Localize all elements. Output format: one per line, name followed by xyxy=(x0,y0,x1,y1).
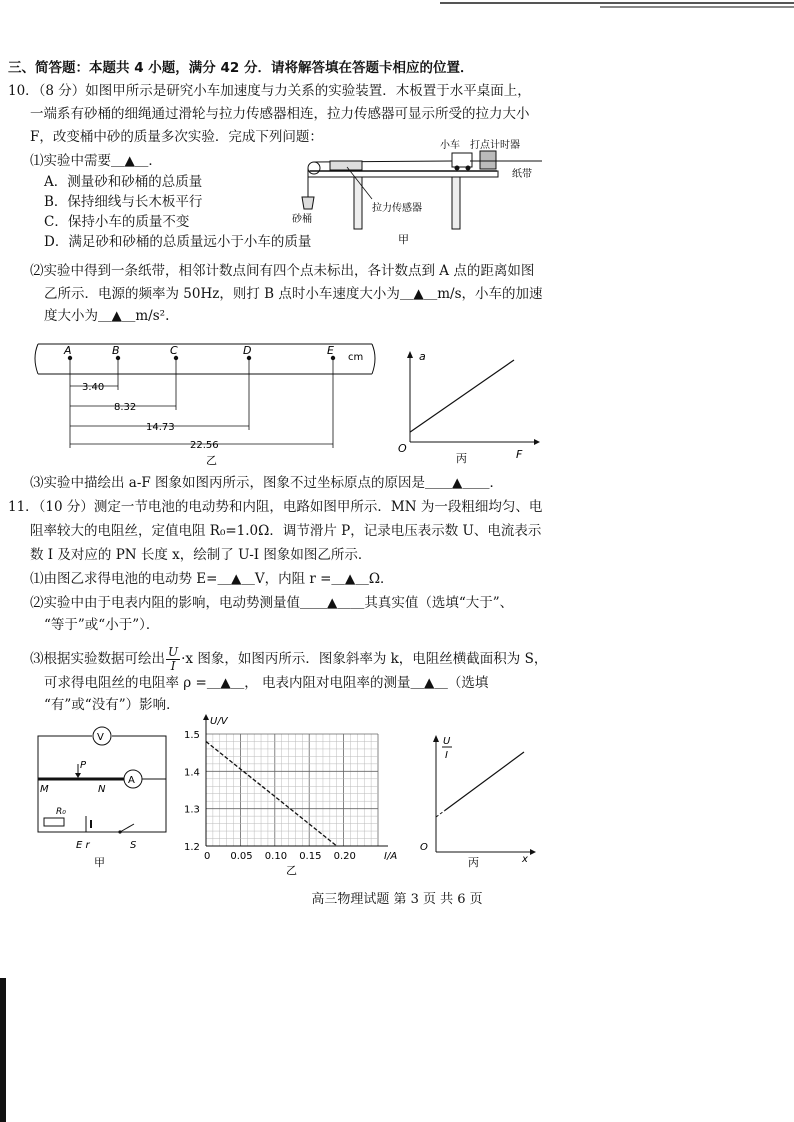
ui-xtick-label: 0.10 xyxy=(264,851,288,862)
ui-ytick-label: 1.4 xyxy=(184,767,200,779)
fraction-numerator: U xyxy=(168,645,179,659)
tape-distance-ab: 3.40 xyxy=(82,382,105,393)
tape-distance-ad: 14.73 xyxy=(146,422,175,433)
q10-part-2c: 度大小为＿▲＿m/s². xyxy=(44,308,170,324)
ammeter-label: A xyxy=(128,775,135,786)
q11-uix-graph xyxy=(410,732,540,868)
ui-xtick-label: 0.20 xyxy=(333,851,356,862)
q10-part-3: ⑶实验中描绘出 a-F 图象如图丙所示，图象不过坐标原点的原因是＿＿▲＿＿． xyxy=(30,475,503,491)
q11-part-3a-post: ·x 图象，如图丙所示．图象斜率为 k，电阻丝横截面积为 S， xyxy=(181,651,548,667)
af-xlabel: F xyxy=(516,448,523,461)
q11-part-2b: “等于”或“小于”）． xyxy=(44,617,160,633)
uix-series-extrapolation xyxy=(436,811,445,818)
page-footer: 高三物理试题 第 3 页 共 6 页 xyxy=(311,892,483,907)
uix-ylabel-den: I xyxy=(445,750,448,761)
uix-figure-label: 丙 xyxy=(468,856,479,869)
switch-label: S xyxy=(130,840,137,851)
ui-ytick-label: 1.3 xyxy=(184,804,200,816)
uix-series-line xyxy=(445,752,524,811)
q10-option-a: A．测量砂和砂桶的总质量 xyxy=(44,174,203,190)
apparatus-car-label: 小车 xyxy=(440,140,460,151)
u-over-i-fraction xyxy=(166,646,180,673)
q11-part-1: ⑴由图乙求得电池的电动势 E=＿▲＿V，内阻 r =＿▲＿Ω． xyxy=(30,571,394,587)
ui-ylabel: U/V xyxy=(210,716,228,727)
apparatus-figure-label: 甲 xyxy=(398,233,409,246)
uix-origin: O xyxy=(420,842,428,853)
q11-line-2: 阻率较大的电阻丝，定值电阻 R₀=1.0Ω．调节滑片 P，记录电压表示数 U、电流表示 xyxy=(30,523,542,539)
section-title: 三、简答题：本题共 4 小题，满分 42 分．请将解答填在答题卡相应的位置． xyxy=(8,60,474,76)
q11-part-2a: ⑵实验中由于电表内阻的影响，电动势测量值＿＿▲＿＿其真实值（选填“大于”、 xyxy=(30,595,514,611)
q10-tape-figure xyxy=(30,338,390,468)
af-figure-label: 丙 xyxy=(456,452,467,465)
q10-part-2a: ⑵实验中得到一条纸带，相邻计数点间有四个点未标出，各计数点到 A 点的距离如图 xyxy=(30,263,535,279)
q10-apparatus-figure xyxy=(292,135,552,247)
tape-distance-ac: 8.32 xyxy=(114,402,137,413)
q10-part-1: ⑴实验中需要＿▲＿． xyxy=(30,153,162,169)
q11-ui-graph xyxy=(184,712,398,878)
af-ylabel: a xyxy=(419,350,426,363)
tape-unit-label: cm xyxy=(348,352,364,363)
resistor-label: R₀ xyxy=(56,807,66,817)
tape-points xyxy=(63,344,363,363)
ui-y-arrow xyxy=(203,714,209,720)
q10-line-2: 一端系有砂桶的细绳通过滑轮与拉力传感器相连，拉力传感器可显示所受的拉力大小 xyxy=(30,106,530,122)
battery-label: E r xyxy=(76,840,90,851)
q11-line-3: 数 I 及对应的 PN 长度 x，绘制了 U-I 图象如图乙所示． xyxy=(30,547,372,563)
q10-part-2b: 乙所示．电源的频率为 50Hz，则打 B 点时小车速度大小为＿▲＿m/s，小车的加速 xyxy=(44,286,543,302)
ui-ytick-label: 1.2 xyxy=(184,842,200,853)
tape-label-d: D xyxy=(243,344,252,357)
q10-line-1: 10．（8 分）如图甲所示是研究小车加速度与力关系的实验装置．木板置于水平桌面上， xyxy=(8,83,531,99)
uix-ylabel-num: U xyxy=(443,736,451,747)
q10-option-c: C．保持小车的质量不变 xyxy=(44,214,190,230)
af-origin: O xyxy=(398,442,407,455)
q11-part-3a xyxy=(30,646,547,673)
apparatus-tape-label: 纸带 xyxy=(512,169,532,180)
af-series-line xyxy=(410,360,514,432)
q11-part-3a-pre: ⑶根据实验数据可绘出 xyxy=(30,651,165,667)
slider-label: P xyxy=(80,760,87,771)
wire-end-n-label: N xyxy=(98,784,106,795)
ui-xlabel: I/A xyxy=(384,851,398,862)
q10-af-graph xyxy=(394,346,544,466)
tape-label-c: C xyxy=(170,344,178,357)
q11-part-3b: 可求得电阻丝的电阻率 ρ =＿▲＿， 电表内阻对电阻率的测量＿▲＿（选填 xyxy=(44,675,489,691)
circuit-figure-label: 甲 xyxy=(94,856,105,869)
q11-circuit-figure xyxy=(30,724,180,872)
q11-line-1: 11．（10 分）测定一节电池的电动势和内阻，电路如图甲所示．MN 为一段粗细均匀、电 xyxy=(8,499,543,515)
ui-xtick-label: 0.05 xyxy=(230,851,253,862)
voltmeter-label: V xyxy=(97,732,104,743)
apparatus-timer-label: 打点计时器 xyxy=(470,140,520,151)
q10-option-b: B．保持细线与长木板平行 xyxy=(44,194,203,210)
tape-figure-label: 乙 xyxy=(206,454,217,467)
uix-xlabel: x xyxy=(522,854,528,865)
ui-ytick-label: 1.5 xyxy=(184,730,200,741)
tape-label-b: B xyxy=(112,344,120,357)
ui-grid xyxy=(206,734,378,846)
fraction-denominator: I xyxy=(170,659,176,673)
q10-line-3: F，改变桶中砂的质量多次实验．完成下列问题： xyxy=(30,129,323,145)
apparatus-bucket-label: 砂桶 xyxy=(292,214,312,225)
tape-distance-ae: 22.56 xyxy=(190,440,219,451)
scan-shadow xyxy=(0,978,6,1122)
wire-end-m-label: M xyxy=(40,784,49,795)
scan-edge xyxy=(0,0,794,10)
apparatus-sensor-label: 拉力传感器 xyxy=(372,203,422,214)
tape-label-a: A xyxy=(64,344,72,357)
q10-option-d: D．满足砂和砂桶的总质量远小于小车的质量 xyxy=(44,234,312,250)
tape-label-e: E xyxy=(327,344,334,357)
ui-figure-label: 乙 xyxy=(286,864,297,877)
q11-part-3c: “有”或“没有”）影响． xyxy=(44,697,180,713)
ui-xtick-label: 0.15 xyxy=(299,851,322,862)
ui-xtick-label: 0 xyxy=(204,851,211,862)
